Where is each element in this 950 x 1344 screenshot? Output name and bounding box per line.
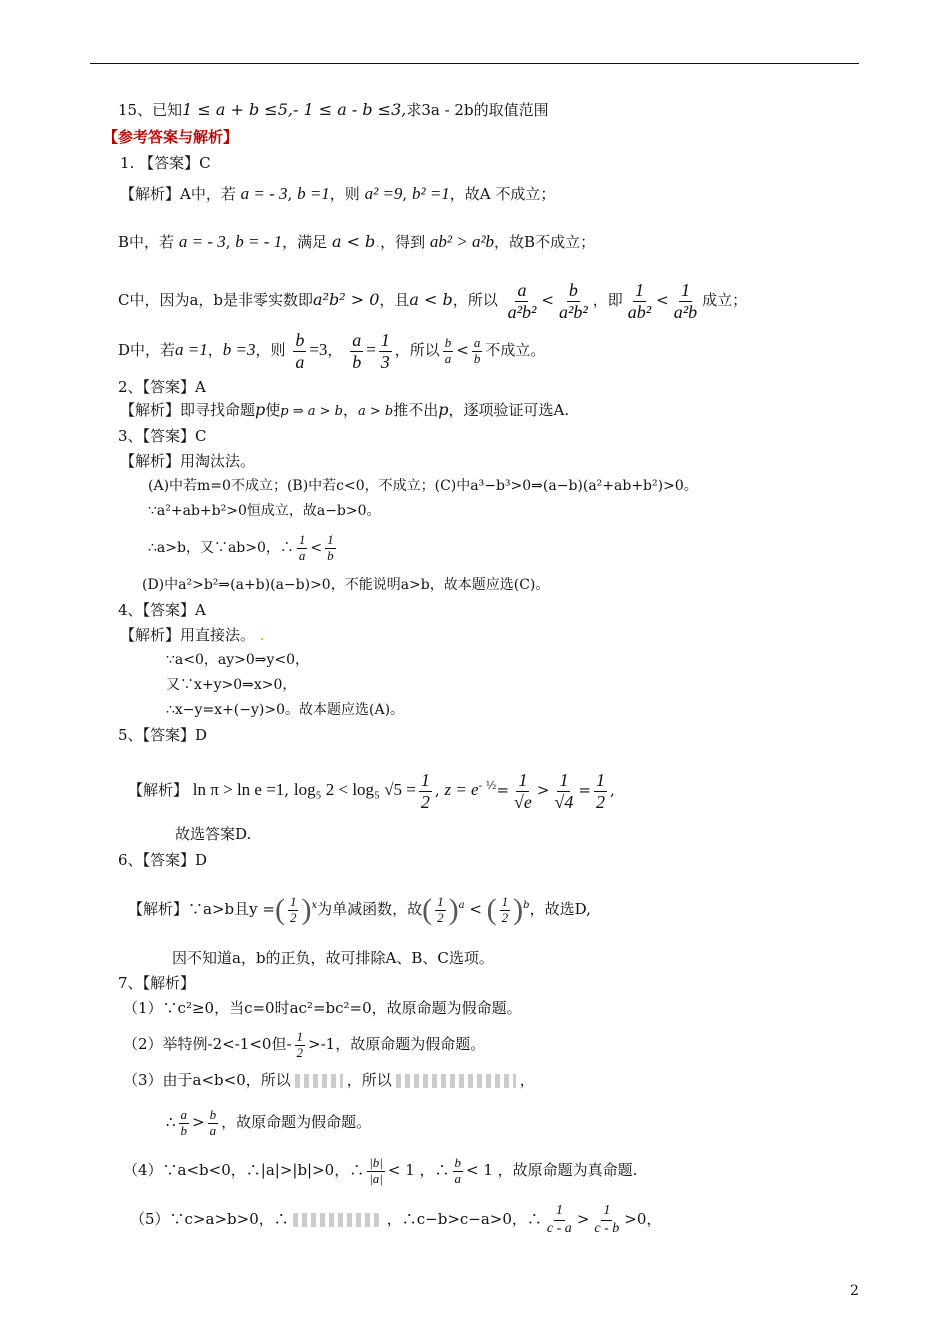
denominator: 2 [296,1044,304,1060]
text: ，即 [592,291,623,309]
garbled-formula [293,1213,383,1227]
header-rule [90,63,859,64]
text: ，故B不成立； [494,233,596,251]
symbol: < [310,540,323,556]
math: p ⇒ a > b [280,404,343,419]
numerator: |b| [369,1154,383,1170]
text: （2）举特例-2<-1<0但- [123,1035,292,1053]
answer-7-p2 [123,1024,485,1064]
numerator: 1 [595,769,605,790]
numerator: 1 [289,893,297,909]
fraction [453,1156,464,1187]
numerator: 1 [420,769,430,790]
text: 【解析】A中，若 [120,185,236,203]
numerator: 1 [559,769,569,790]
fraction [325,533,336,564]
answer-3-label: 3、【答案】C [118,427,207,445]
text: ， [519,1071,535,1089]
math: a = - 3 [240,184,288,203]
answer-4-r3: ∴x−y=x+(−y)>0。故本题应选(A)。 [166,702,405,718]
denominator: a [298,547,306,563]
math: ab² > a²b [429,232,495,251]
fraction [208,1108,219,1139]
math: a > b [358,404,394,419]
fraction [435,895,446,926]
paren: ( [486,893,497,926]
math: a² =9 [364,184,403,203]
answer-7-p5 [130,1196,661,1242]
math: log₅ 2 < log₅ √5 = [293,780,416,799]
paren: ) [301,893,312,926]
question-15 [118,100,549,120]
numerator: 1 [601,1203,612,1220]
fraction [512,770,534,812]
denominator: a [209,1122,217,1138]
numerator: 1 [327,531,334,547]
answer-7-p1: （1）∵c²≥0，当c=0时ac²=bc²=0，故原命题为假命题。 [123,999,522,1017]
math: a < b [331,232,376,251]
exponent: x [311,900,318,911]
math: z = e [444,780,479,799]
text: 【解析】 [128,781,189,799]
text: （3）由于a<b<0，所以 [123,1071,291,1089]
fraction [288,895,299,926]
text: 【解析】用直接法。 [120,626,256,644]
text: >0， [624,1210,662,1228]
text: ∴a>b，又∵ab>0，∴ [148,540,294,556]
math: a²b² > 0 [313,290,380,309]
denominator: 3 [380,351,390,372]
text: 为单减函数，故 [317,900,423,918]
answer-7-label: 7、【解析】 [118,974,196,992]
exponent: - ½ [478,779,497,792]
fraction [379,330,392,372]
numerator: a [180,1106,188,1122]
q15-math: 1 ≤ a + b ≤5,- 1 ≤ a - b ≤3, [182,100,407,119]
text: C中，因为a，b是非零实数即 [118,291,314,309]
text: ，则 [255,341,286,359]
answer-3-r4: (D)中a²>b²⇒(a+b)(a−b)>0，不能说明a>b，故本题应选(C)。 [142,577,550,593]
text: （4）∵a<b<0，∴|a|>|b|>0，∴ [123,1161,365,1179]
text: 成立； [702,291,748,309]
answer-4-r2: 又∵x+y>0⇒x>0， [166,677,297,693]
answer-7-p3b [166,1100,371,1144]
fraction [443,336,454,367]
numerator: a [352,329,362,350]
paren: ( [274,893,285,926]
fraction [295,1030,306,1061]
text: ，∴c−b>c−a>0，∴ [386,1210,542,1228]
denominator: 2 [501,909,509,925]
numerator: 1 [380,329,390,350]
answer-7-p3 [123,1070,535,1090]
answer-5-row: 【解析】 ln π > ln e =1, log₅ 2 < log₅ √5 = $\frac{1}{2}$ , $z = e^{- \frac{1}{2}}=$ $\frac{1}{√e}$ > $\frac{1}{√4}$ = $\frac{1}{2}$ , [128,769,615,812]
denominator: b [327,547,334,563]
answer-3-r3 [148,528,339,568]
answer-2-label: 2、【答案】A [118,378,206,396]
answer-4-r1: ∵a<0，ay>0⇒y<0， [166,652,310,668]
fraction [557,280,590,322]
denominator: 2 [289,909,297,925]
text: （5）∵c>a>b>0，∴ [130,1210,289,1228]
text: < 1 ，∴ [387,1161,450,1179]
text: 【解析】∵a>b且y = [128,900,275,918]
symbol: < [656,291,669,309]
denominator: a [454,1170,462,1186]
fraction [367,1156,385,1187]
numerator: b [568,279,578,300]
denominator: 2 [420,791,430,812]
answer-3-r2: ∵a²+ab+b²>0恒成立，故a−b>0。 [148,503,381,519]
symbol: > [576,1210,590,1228]
q15-label: 15、已知 [118,101,183,119]
answer-6-label: 6、【答案】D [118,851,208,869]
numerator: 1 [437,893,444,909]
fraction [594,770,607,812]
numerator: 1 [634,279,644,300]
stray-dot: . [259,626,265,644]
math: b = - 1 [235,232,283,251]
numerator: 1 [680,279,690,300]
numerator: 1 [554,1203,565,1220]
answer-5-label: 5、【答案】D [118,726,208,744]
text: ，得到 [380,233,426,251]
text: ，所以 [394,341,440,359]
text: ，所以 [452,291,498,309]
symbol: < [541,291,554,309]
text: ，故选D, [529,900,591,918]
page-number: 2 [850,1283,859,1299]
fraction [672,280,699,322]
denominator: b [473,350,481,366]
section-title: 【参考答案与解析】 [103,128,239,146]
denominator: c - a [546,1220,572,1236]
fraction [293,330,306,372]
math: a = - 3 [178,232,226,251]
math: ln π > ln e =1 [192,780,285,799]
text: < 1 ，故原命题为真命题. [466,1161,638,1179]
answer-7-p4 [123,1148,637,1192]
fraction [553,770,576,812]
answer-6-r2: 因不知道a，b的正负，故可排除A、B、C选项。 [172,949,494,967]
text: ，则 [329,185,360,203]
math: b =1 [297,184,330,203]
fraction [297,533,308,564]
text: D中，若 [118,341,176,359]
fraction [506,280,539,322]
symbol: > [192,1113,205,1131]
numerator: 1 [501,893,509,909]
numerator: a [517,279,527,300]
math: a < b [409,290,453,309]
numerator: 1 [296,1028,304,1044]
text: ∴ [166,1113,176,1131]
denominator: √4 [554,791,574,812]
denominator: c - b [594,1220,620,1236]
answer-4-label: 4、【答案】A [118,601,206,619]
answer-2-row: 【解析】即寻找命题p使p ⇒ a > b，a > b推不出p，逐项验证可选A. [120,400,570,419]
fraction [472,336,483,367]
fraction [592,1203,621,1236]
denominator: |a| [369,1170,383,1186]
math: p [438,400,449,419]
answer-5-end: 故选答案D. [175,825,252,843]
text: ，且 [379,291,410,309]
denominator: 2 [437,909,444,925]
math: b² =1 [411,184,450,203]
text: 使 [265,401,281,419]
fraction [500,895,511,926]
fraction [350,330,363,372]
answer-6-row: 【解析】∵a>b且y =( $\frac{1}{2}$ )$^x$为单减函数，故( $\frac{1}{2}$ )$^a$ < ( $\frac{1}{2}$ )$^b$，故选D, [128,893,591,926]
text: 【解析】即寻找命题 [120,401,256,419]
denominator: √e [514,791,532,812]
numerator: b [295,329,305,350]
q15-tail: 求3a - 2b的取值范围 [406,101,549,119]
answer-1-row-c [118,276,747,324]
answer-1-row-d: D中，若a =1，b =3，则 $\frac{b}{a}$ =3， $\frac{a}{b}$ = $\frac{1}{3}$ ，所以 $\frac{b}{a}$ < $\frac{a}{b}$ 不成立。 [118,329,546,372]
answer-1-row-a: 【解析】A中，若 a = - 3, b =1，则 a² =9, b² =1，故A 不成立； [120,184,556,203]
denominator: a²b² [507,301,537,322]
denominator: a²b² [558,301,588,322]
answer-3-r0: 【解析】用淘汰法。 [120,452,256,470]
text: 不成立。 [485,341,546,359]
answer-3-r1: (A)中若m=0不成立；(B)中若c<0，不成立；(C)中a³−b³>0⇒(a−b)(a²+ab+b²)>0。 [148,478,698,494]
math: =3 [309,340,328,359]
denominator: a²b [673,301,698,322]
garbled-formula [295,1074,343,1088]
denominator: a [295,351,305,372]
garbled-formula [396,1074,516,1088]
exponent: a [458,900,465,911]
text: ，所以 [346,1071,392,1089]
text: ，满足 [282,233,328,251]
text: 推不出 [393,401,439,419]
math: = [366,340,376,359]
answer-1-row-b: B中，若 a = - 3, b = - 1，满足 a < b.，得到 ab² > a²b，故B不成立； [118,232,596,251]
text: >-1，故原命题为假命题。 [308,1035,486,1053]
stray-dot: . [375,233,381,251]
math: p [255,400,266,419]
answer-1-label: 1. 【答案】C [120,154,211,172]
text: B中，若 [118,233,175,251]
fraction [545,1203,574,1236]
exponent: b [523,900,530,911]
paren: ( [422,893,433,926]
numerator: 1 [518,769,528,790]
answer-4-r0 [120,625,265,645]
text: ，逐项验证可选A. [448,401,570,419]
numerator: b [454,1154,462,1170]
paren: ) [513,893,524,926]
denominator: 2 [595,791,605,812]
math: a =1 [175,340,208,359]
fraction [626,280,653,322]
denominator: b [352,351,362,372]
paren: ) [448,893,459,926]
text: ，故原命题为假命题。 [221,1113,372,1131]
fraction [179,1108,190,1139]
numerator: a [473,334,481,350]
text: ，故A 不成立； [449,185,556,203]
numerator: b [209,1106,217,1122]
numerator: 1 [298,531,306,547]
math: b =3 [222,340,256,359]
denominator: ab² [627,301,652,322]
fraction [419,770,432,812]
denominator: a [444,350,452,366]
numerator: b [444,334,452,350]
denominator: b [180,1122,188,1138]
